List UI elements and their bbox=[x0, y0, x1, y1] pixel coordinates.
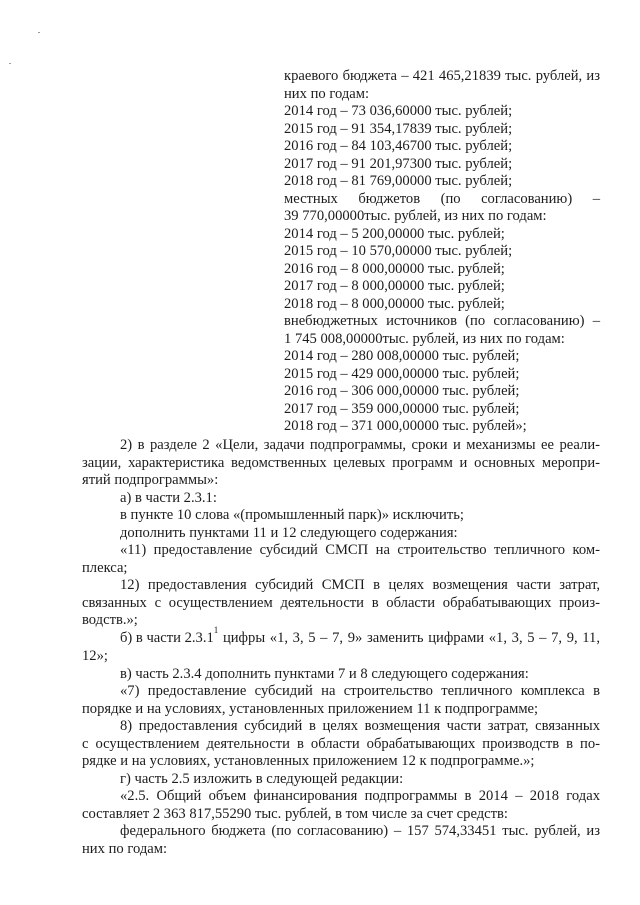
local-year-2018: 2018 год – 8 000,00000 тыс. рублей; bbox=[284, 296, 505, 312]
extrabudget-intro-line-2: 1 745 008,00000тыс. рублей, из них по годам: bbox=[284, 331, 565, 347]
part-b-superscript: 1 bbox=[213, 625, 219, 635]
part-b-text-start: б) в части 2.3.1 bbox=[120, 630, 214, 646]
item8-line-2: с осуществлением деятельности в области обрабатывающих производств в по- bbox=[82, 736, 600, 752]
total-financing-line-2: составляет 2 363 817,55290 тыс. рублей, в том числе за счет средств: bbox=[82, 806, 508, 822]
extrabudget-year-2014: 2014 год – 280 008,00000 тыс. рублей; bbox=[284, 348, 520, 364]
local-intro-line-1: местных бюджетов (по согласованию) – bbox=[284, 191, 600, 207]
item12-line-2: связанных с осуществлением деятельности в области обрабатывающих произ- bbox=[82, 595, 600, 611]
federal-budget-line-1: федерального бюджета (по согласованию) – 157 574,33451 тыс. рублей, из bbox=[120, 823, 600, 839]
federal-budget-line-2: них по годам: bbox=[82, 841, 168, 857]
item10-exclusion: в пункте 10 слова «(промышленный парк)» исключить; bbox=[120, 507, 464, 523]
section2-line-2: зации, характеристика ведомственных целевых программ и основных меропри- bbox=[82, 455, 600, 471]
regional-year-2014: 2014 год – 73 036,60000 тыс. рублей; bbox=[284, 103, 513, 119]
regional-intro-line-2: них по годам: bbox=[284, 86, 370, 102]
regional-year-2017: 2017 год – 91 201,97300 тыс. рублей; bbox=[284, 156, 513, 172]
part-v-heading: в) часть 2.3.4 дополнить пунктами 7 и 8 следующего содержания: bbox=[120, 666, 529, 682]
item12-line-3: водств.»; bbox=[82, 612, 138, 628]
extrabudget-year-2016: 2016 год – 306 000,00000 тыс. рублей; bbox=[284, 383, 520, 399]
regional-year-2015: 2015 год – 91 354,17839 тыс. рублей; bbox=[284, 121, 513, 137]
regional-intro-line-1: краевого бюджета – 421 465,21839 тыс. рублей, из bbox=[284, 68, 600, 84]
part-b-line-2: 12»; bbox=[82, 648, 108, 664]
local-year-2016: 2016 год – 8 000,00000 тыс. рублей; bbox=[284, 261, 505, 277]
extrabudget-year-2017: 2017 год – 359 000,00000 тыс. рублей; bbox=[284, 401, 520, 417]
item11-line-1: «11) предоставление субсидий СМСП на строительство тепличного ком- bbox=[120, 542, 600, 558]
local-year-2014: 2014 год – 5 200,00000 тыс. рублей; bbox=[284, 226, 505, 242]
scan-speck bbox=[9, 63, 11, 64]
regional-year-2016: 2016 год – 84 103,46700 тыс. рублей; bbox=[284, 138, 513, 154]
extrabudget-year-2018: 2018 год – 371 000,00000 тыс. рублей»; bbox=[284, 418, 527, 434]
item8-line-1: 8) предоставления субсидий в целях возмещения части затрат, связанных bbox=[120, 718, 600, 734]
section2-line-3: ятий подпрограммы»: bbox=[82, 472, 219, 488]
extrabudget-intro-line-1: внебюджетных источников (по согласованию) – bbox=[284, 313, 600, 329]
part-b-line-1 bbox=[120, 625, 600, 647]
item7-line-1: «7) предоставление субсидий на строительство тепличного комплекса в bbox=[120, 683, 600, 699]
part-a-heading: а) в части 2.3.1: bbox=[120, 490, 217, 506]
total-financing-line-1: «2.5. Общий объем финансирования подпрограммы в 2014 – 2018 годах bbox=[120, 788, 600, 804]
part-g-heading: г) часть 2.5 изложить в следующей редакции: bbox=[120, 771, 404, 787]
section2-line-1: 2) в разделе 2 «Цели, задачи подпрограммы, сроки и механизмы ее реали- bbox=[120, 437, 600, 453]
local-year-2015: 2015 год – 10 570,00000 тыс. рублей; bbox=[284, 243, 513, 259]
local-year-2017: 2017 год – 8 000,00000 тыс. рублей; bbox=[284, 278, 505, 294]
item7-line-2: порядке и на условиях, установленных приложением 11 к подпрограмме; bbox=[82, 701, 539, 717]
item12-line-1: 12) предоставления субсидий СМСП в целях возмещения части затрат, bbox=[120, 577, 600, 593]
item11-line-2: плекса; bbox=[82, 560, 128, 576]
local-intro-line-2: 39 770,00000тыс. рублей, из них по годам: bbox=[284, 208, 547, 224]
item8-line-3: рядке и на условиях, установленных приложением 12 к подпрограмме.»; bbox=[82, 753, 535, 769]
extrabudget-year-2015: 2015 год – 429 000,00000 тыс. рублей; bbox=[284, 366, 520, 382]
scan-speck bbox=[38, 32, 40, 33]
add-items-11-12: дополнить пунктами 11 и 12 следующего содержания: bbox=[120, 525, 458, 541]
regional-year-2018: 2018 год – 81 769,00000 тыс. рублей; bbox=[284, 173, 513, 189]
part-b-text-end: цифры «1, 3, 5 – 7, 9» заменить цифрами «1, 3, 5 – 7, 9, 11, bbox=[218, 630, 600, 646]
